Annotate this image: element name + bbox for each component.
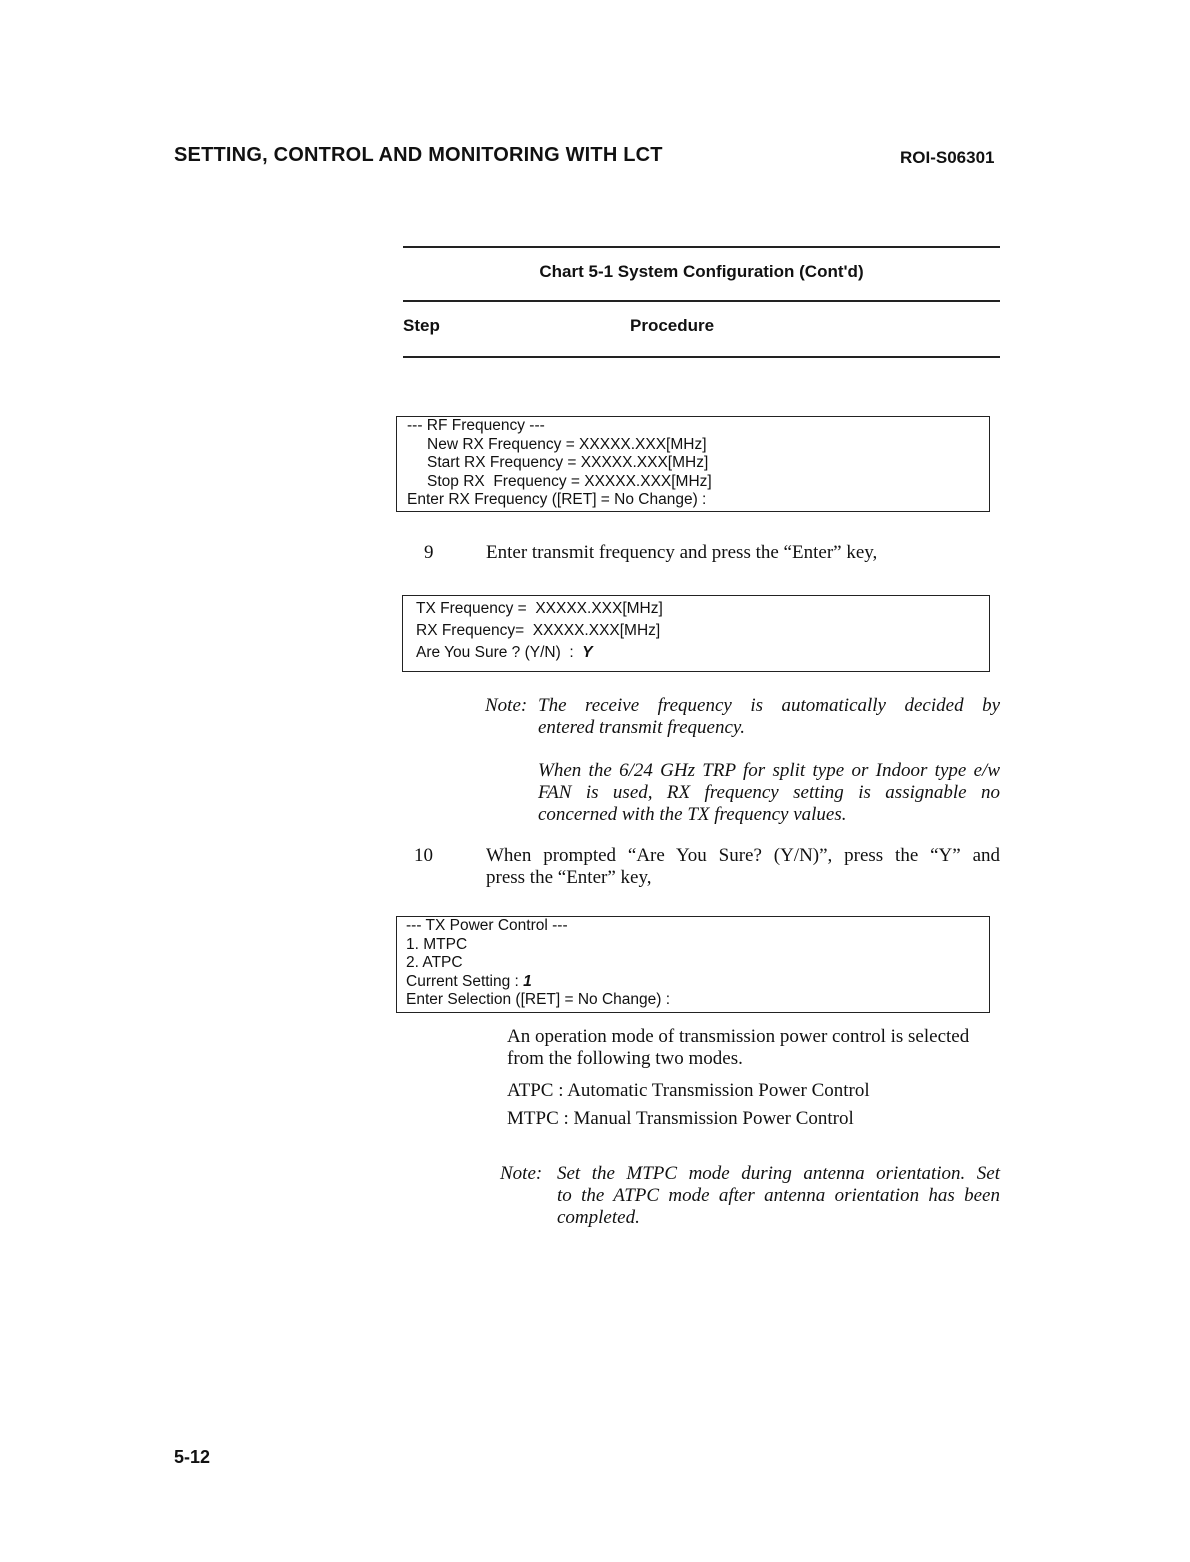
chart-title: Chart 5-1 System Configuration (Cont'd) bbox=[539, 262, 864, 281]
note-2-line-3: completed. bbox=[557, 1207, 640, 1228]
tx-frequency-line: TX Frequency = XXXXX.XXX[MHz] bbox=[416, 600, 663, 617]
enter-selection-prompt: Enter Selection ([RET] = No Change) : bbox=[406, 991, 671, 1008]
rx-frequency-line: RX Frequency= XXXXX.XXX[MHz] bbox=[416, 622, 661, 639]
rf-frequency-heading: --- RF Frequency --- bbox=[407, 417, 545, 434]
step-10-line-1: When prompted “Are You Sure? (Y/N)”, press the “Y” and bbox=[486, 845, 1000, 866]
page-number: 5-12 bbox=[174, 1447, 211, 1467]
note-1-line-1: The receive frequency is automatically decided by bbox=[538, 695, 1000, 716]
note-1-para-2-line-1: When the 6/24 GHz TRP for split type or Indoor type e/w bbox=[538, 760, 1000, 781]
current-setting-value: 1 bbox=[523, 972, 532, 990]
note-1-para-2-line-3: concerned with the TX frequency values. bbox=[538, 804, 847, 825]
start-rx-frequency-line: Start RX Frequency = XXXXX.XXX[MHz] bbox=[427, 454, 709, 471]
column-header-step: Step bbox=[403, 316, 440, 335]
step-10-line-2: press the “Enter” key, bbox=[486, 867, 652, 888]
note-1-line-2: entered transmit frequency. bbox=[538, 717, 746, 738]
chart-middle-rule bbox=[403, 300, 1000, 302]
note-2-label: Note: bbox=[500, 1163, 543, 1184]
are-you-sure-line bbox=[416, 642, 989, 664]
new-rx-frequency-line: New RX Frequency = XXXXX.XXX[MHz] bbox=[427, 435, 707, 453]
note-2-line-1: Set the MTPC mode during antenna orientation. Set bbox=[557, 1163, 1000, 1184]
stop-rx-frequency-line: Stop RX Frequency = XXXXX.XXX[MHz] bbox=[427, 472, 712, 490]
enter-rx-frequency-prompt: Enter RX Frequency ([RET] = No Change) : bbox=[407, 491, 707, 508]
document-id: ROI-S06301 bbox=[900, 148, 995, 167]
description-line-2: from the following two modes. bbox=[507, 1048, 743, 1069]
note-1-label: Note: bbox=[485, 695, 528, 716]
current-setting-label: Current Setting : bbox=[406, 972, 524, 990]
description-line-1: An operation mode of transmission power control is selected bbox=[507, 1026, 970, 1047]
step-9-text: Enter transmit frequency and press the “Enter” key, bbox=[486, 542, 878, 563]
tx-power-control-heading: --- TX Power Control --- bbox=[406, 917, 568, 934]
chart-bottom-rule bbox=[403, 356, 1000, 358]
atpc-definition: ATPC : Automatic Transmission Power Control bbox=[507, 1080, 870, 1101]
are-you-sure-answer: Y bbox=[582, 644, 593, 661]
note-1-para-2-line-2: FAN is used, RX frequency setting is assignable no bbox=[538, 782, 1000, 803]
note-2-line-2: to the ATPC mode after antenna orientation has been bbox=[557, 1185, 1000, 1206]
step-9-number: 9 bbox=[424, 542, 434, 563]
column-header-procedure: Procedure bbox=[630, 316, 715, 335]
menu-option-mtpc: 1. MTPC bbox=[406, 935, 468, 953]
tx-power-control-screen bbox=[396, 916, 990, 1013]
rf-frequency-screen bbox=[396, 416, 990, 512]
chart-top-rule bbox=[403, 246, 1000, 248]
are-you-sure-prompt: Are You Sure ? (Y/N) : bbox=[416, 644, 583, 661]
current-setting-line bbox=[406, 973, 989, 992]
menu-option-atpc: 2. ATPC bbox=[406, 954, 463, 971]
tx-frequency-screen bbox=[402, 595, 990, 672]
page-header-title: SETTING, CONTROL AND MONITORING WITH LCT bbox=[174, 144, 663, 166]
mtpc-definition: MTPC : Manual Transmission Power Control bbox=[507, 1108, 854, 1129]
step-10-number: 10 bbox=[414, 845, 433, 866]
